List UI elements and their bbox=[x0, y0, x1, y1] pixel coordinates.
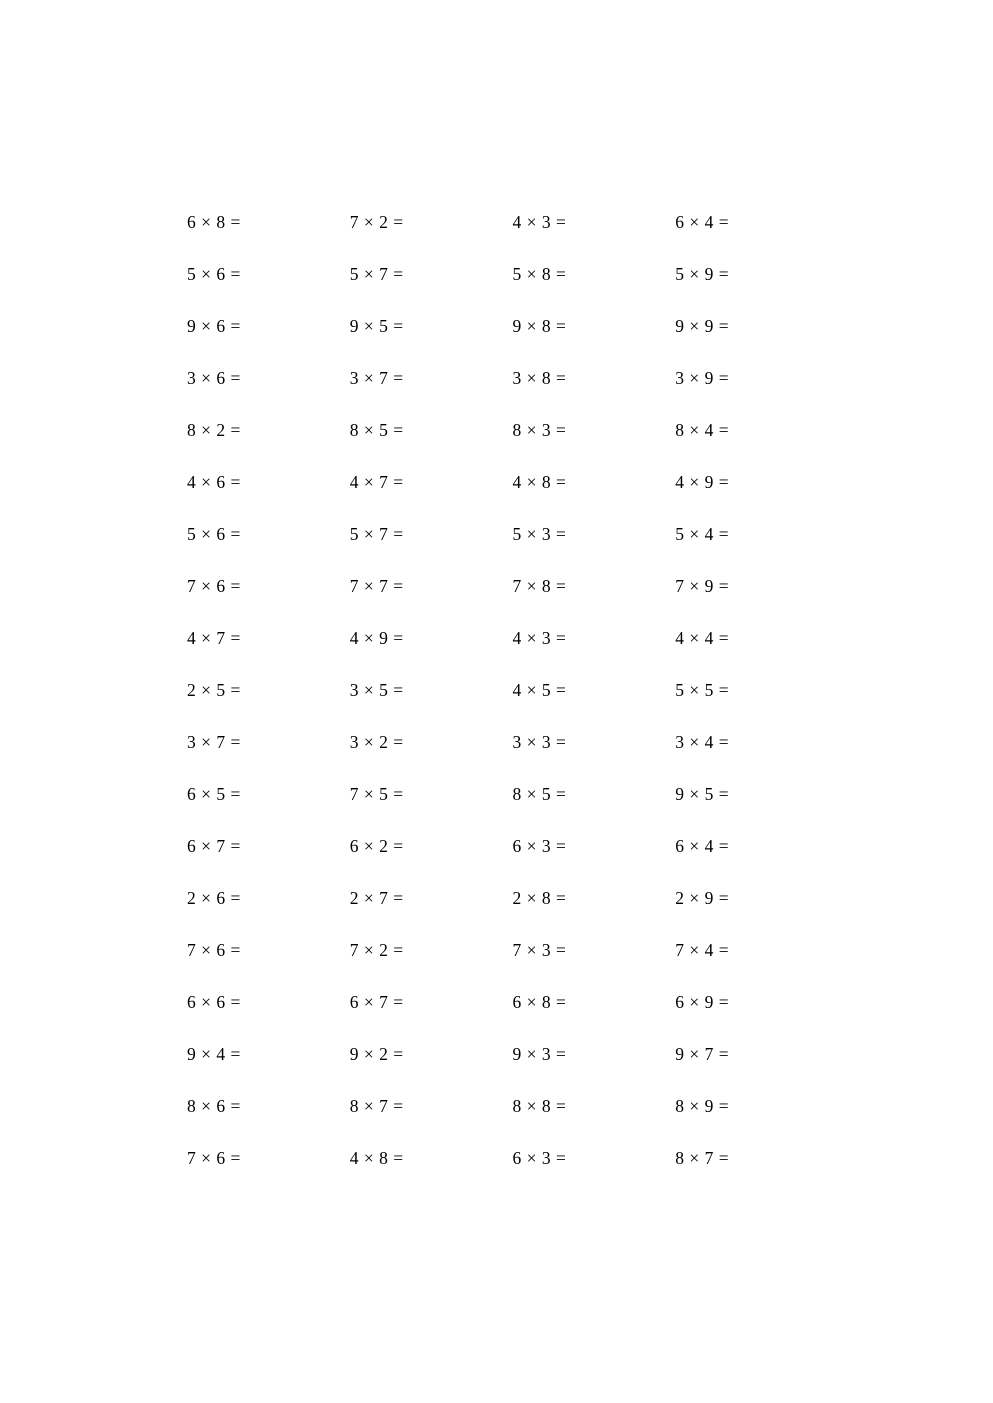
problem-cell[interactable] bbox=[497, 768, 658, 820]
problem-text: 7 × 9 = bbox=[675, 575, 730, 596]
problem-text: 6 × 6 = bbox=[187, 991, 241, 1012]
problem-cell[interactable] bbox=[657, 976, 818, 1028]
problem-text: 4 × 5 = bbox=[512, 679, 567, 700]
problem-cell[interactable] bbox=[336, 872, 497, 924]
problem-text: 6 × 8 = bbox=[187, 211, 241, 232]
problem-text: 9 × 9 = bbox=[675, 315, 730, 336]
problem-text: 4 × 6 = bbox=[187, 471, 241, 492]
problem-cell[interactable] bbox=[657, 1080, 818, 1132]
problem-cell[interactable] bbox=[175, 1080, 336, 1132]
problem-text: 4 × 4 = bbox=[675, 627, 730, 648]
problem-text: 6 × 9 = bbox=[675, 991, 730, 1012]
problem-cell[interactable] bbox=[497, 976, 658, 1028]
problem-cell[interactable] bbox=[336, 716, 497, 768]
problem-text: 5 × 9 = bbox=[675, 263, 730, 284]
problem-cell[interactable] bbox=[497, 1080, 658, 1132]
problem-cell[interactable] bbox=[336, 820, 497, 872]
problem-text: 4 × 8 = bbox=[349, 1147, 404, 1168]
problem-text: 7 × 6 = bbox=[187, 575, 241, 596]
problem-cell[interactable] bbox=[336, 976, 497, 1028]
problem-text: 4 × 3 = bbox=[512, 211, 567, 232]
problem-text: 8 × 5 = bbox=[512, 783, 567, 804]
problem-text: 5 × 8 = bbox=[512, 263, 567, 284]
problem-cell[interactable] bbox=[175, 300, 336, 352]
problem-cell[interactable] bbox=[336, 508, 497, 560]
problem-cell[interactable] bbox=[336, 404, 497, 456]
problem-cell[interactable] bbox=[497, 1028, 658, 1080]
problem-text: 9 × 5 = bbox=[349, 315, 404, 336]
problem-cell[interactable] bbox=[497, 404, 658, 456]
problem-cell[interactable] bbox=[657, 612, 818, 664]
problem-cell[interactable] bbox=[336, 248, 497, 300]
problem-cell[interactable] bbox=[657, 508, 818, 560]
problem-cell[interactable] bbox=[336, 768, 497, 820]
problem-text: 9 × 7 = bbox=[675, 1043, 730, 1064]
problem-cell[interactable] bbox=[336, 664, 497, 716]
problem-cell[interactable] bbox=[657, 248, 818, 300]
problem-cell[interactable] bbox=[657, 404, 818, 456]
problem-text: 4 × 8 = bbox=[512, 471, 567, 492]
problem-text: 9 × 3 = bbox=[512, 1043, 567, 1064]
problem-text: 8 × 7 = bbox=[675, 1147, 730, 1168]
problem-cell[interactable] bbox=[175, 716, 336, 768]
problem-cell[interactable] bbox=[175, 560, 336, 612]
problem-text: 5 × 5 = bbox=[675, 679, 730, 700]
problem-text: 3 × 7 = bbox=[349, 367, 404, 388]
problem-text: 2 × 7 = bbox=[349, 887, 404, 908]
problem-text: 8 × 8 = bbox=[512, 1095, 567, 1116]
problem-cell[interactable] bbox=[336, 1080, 497, 1132]
problem-cell[interactable] bbox=[657, 1028, 818, 1080]
problem-text: 9 × 6 = bbox=[187, 315, 241, 336]
problem-text: 6 × 4 = bbox=[675, 211, 730, 232]
problem-cell[interactable] bbox=[497, 820, 658, 872]
problem-cell[interactable] bbox=[657, 768, 818, 820]
problem-cell[interactable] bbox=[497, 924, 658, 976]
problem-cell[interactable] bbox=[497, 508, 658, 560]
problem-text: 5 × 7 = bbox=[349, 263, 404, 284]
problem-text: 4 × 7 = bbox=[187, 627, 241, 648]
problem-cell[interactable] bbox=[175, 924, 336, 976]
problem-text: 7 × 2 = bbox=[349, 939, 404, 960]
problem-text: 7 × 7 = bbox=[349, 575, 404, 596]
problem-cell[interactable] bbox=[175, 404, 336, 456]
problem-text: 7 × 2 = bbox=[349, 211, 404, 232]
problem-text: 2 × 6 = bbox=[187, 887, 241, 908]
problem-cell[interactable] bbox=[497, 716, 658, 768]
problem-text: 8 × 6 = bbox=[187, 1095, 241, 1116]
problem-text: 4 × 7 = bbox=[349, 471, 404, 492]
problem-cell[interactable] bbox=[497, 456, 658, 508]
problem-text: 3 × 5 = bbox=[349, 679, 404, 700]
problem-text: 3 × 7 = bbox=[187, 731, 241, 752]
problem-text: 5 × 3 = bbox=[512, 523, 567, 544]
problem-cell[interactable] bbox=[497, 872, 658, 924]
problem-text: 4 × 9 = bbox=[675, 471, 730, 492]
problem-cell[interactable] bbox=[657, 664, 818, 716]
problem-text: 3 × 9 = bbox=[675, 367, 730, 388]
problem-cell[interactable] bbox=[497, 1132, 658, 1184]
problem-cell[interactable] bbox=[336, 612, 497, 664]
problem-cell[interactable] bbox=[657, 1132, 818, 1184]
problem-text: 3 × 4 = bbox=[675, 731, 730, 752]
problem-text: 5 × 6 = bbox=[187, 523, 241, 544]
problem-text: 5 × 6 = bbox=[187, 263, 241, 284]
problem-cell[interactable] bbox=[175, 872, 336, 924]
problem-cell[interactable] bbox=[175, 248, 336, 300]
problem-cell[interactable] bbox=[336, 1132, 497, 1184]
problem-cell[interactable] bbox=[497, 300, 658, 352]
problem-text: 9 × 2 = bbox=[349, 1043, 404, 1064]
problem-cell[interactable] bbox=[175, 820, 336, 872]
problem-cell[interactable] bbox=[657, 716, 818, 768]
problem-cell[interactable] bbox=[175, 508, 336, 560]
problem-cell[interactable] bbox=[336, 456, 497, 508]
problem-cell[interactable] bbox=[336, 300, 497, 352]
problem-cell[interactable] bbox=[497, 248, 658, 300]
problem-text: 6 × 2 = bbox=[349, 835, 404, 856]
problem-text: 6 × 4 = bbox=[675, 835, 730, 856]
problem-text: 3 × 2 = bbox=[349, 731, 404, 752]
problem-text: 5 × 7 = bbox=[349, 523, 404, 544]
problem-cell[interactable] bbox=[175, 664, 336, 716]
problem-cell[interactable] bbox=[336, 196, 497, 248]
problem-cell[interactable] bbox=[657, 456, 818, 508]
problem-text: 7 × 4 = bbox=[675, 939, 730, 960]
problem-text: 3 × 3 = bbox=[512, 731, 567, 752]
problem-text: 8 × 7 = bbox=[349, 1095, 404, 1116]
problem-cell[interactable] bbox=[657, 872, 818, 924]
problem-cell[interactable] bbox=[657, 196, 818, 248]
problem-text: 3 × 6 = bbox=[187, 367, 241, 388]
problem-text: 5 × 4 = bbox=[675, 523, 730, 544]
problem-text: 7 × 5 = bbox=[349, 783, 404, 804]
problem-cell[interactable] bbox=[657, 352, 818, 404]
problem-cell[interactable] bbox=[657, 924, 818, 976]
problem-grid bbox=[175, 196, 818, 1184]
problem-text: 9 × 4 = bbox=[187, 1043, 241, 1064]
problem-cell[interactable] bbox=[497, 612, 658, 664]
problem-text: 6 × 3 = bbox=[512, 1147, 567, 1168]
problem-text: 7 × 6 = bbox=[187, 1147, 241, 1168]
problem-cell[interactable] bbox=[336, 1028, 497, 1080]
problem-text: 6 × 5 = bbox=[187, 783, 241, 804]
problem-cell[interactable] bbox=[497, 560, 658, 612]
problem-text: 7 × 8 = bbox=[512, 575, 567, 596]
problem-text: 6 × 3 = bbox=[512, 835, 567, 856]
problem-text: 6 × 7 = bbox=[187, 835, 241, 856]
problem-cell[interactable] bbox=[497, 352, 658, 404]
problem-cell[interactable] bbox=[175, 196, 336, 248]
problem-text: 4 × 3 = bbox=[512, 627, 567, 648]
problem-cell[interactable] bbox=[336, 924, 497, 976]
problem-cell[interactable] bbox=[657, 560, 818, 612]
problem-cell[interactable] bbox=[175, 768, 336, 820]
problem-text: 2 × 8 = bbox=[512, 887, 567, 908]
problem-text: 9 × 8 = bbox=[512, 315, 567, 336]
problem-cell[interactable] bbox=[175, 1028, 336, 1080]
problem-text: 7 × 3 = bbox=[512, 939, 567, 960]
problem-text: 8 × 5 = bbox=[349, 419, 404, 440]
problem-text: 8 × 3 = bbox=[512, 419, 567, 440]
problem-text: 2 × 9 = bbox=[675, 887, 730, 908]
problem-text: 7 × 6 = bbox=[187, 939, 241, 960]
problem-cell[interactable] bbox=[497, 196, 658, 248]
problem-cell[interactable] bbox=[657, 820, 818, 872]
problem-text: 8 × 2 = bbox=[187, 419, 241, 440]
problem-text: 2 × 5 = bbox=[187, 679, 241, 700]
problem-text: 6 × 8 = bbox=[512, 991, 567, 1012]
problem-text: 8 × 4 = bbox=[675, 419, 730, 440]
problem-cell[interactable] bbox=[175, 456, 336, 508]
problem-text: 3 × 8 = bbox=[512, 367, 567, 388]
problem-text: 9 × 5 = bbox=[675, 783, 730, 804]
problem-text: 6 × 7 = bbox=[349, 991, 404, 1012]
problem-cell[interactable] bbox=[175, 976, 336, 1028]
problem-cell[interactable] bbox=[175, 352, 336, 404]
problem-cell[interactable] bbox=[657, 300, 818, 352]
problem-cell[interactable] bbox=[497, 664, 658, 716]
problem-text: 4 × 9 = bbox=[349, 627, 404, 648]
problem-cell[interactable] bbox=[336, 560, 497, 612]
problem-cell[interactable] bbox=[175, 612, 336, 664]
problem-cell[interactable] bbox=[175, 1132, 336, 1184]
problem-text: 8 × 9 = bbox=[675, 1095, 730, 1116]
problem-cell[interactable] bbox=[336, 352, 497, 404]
